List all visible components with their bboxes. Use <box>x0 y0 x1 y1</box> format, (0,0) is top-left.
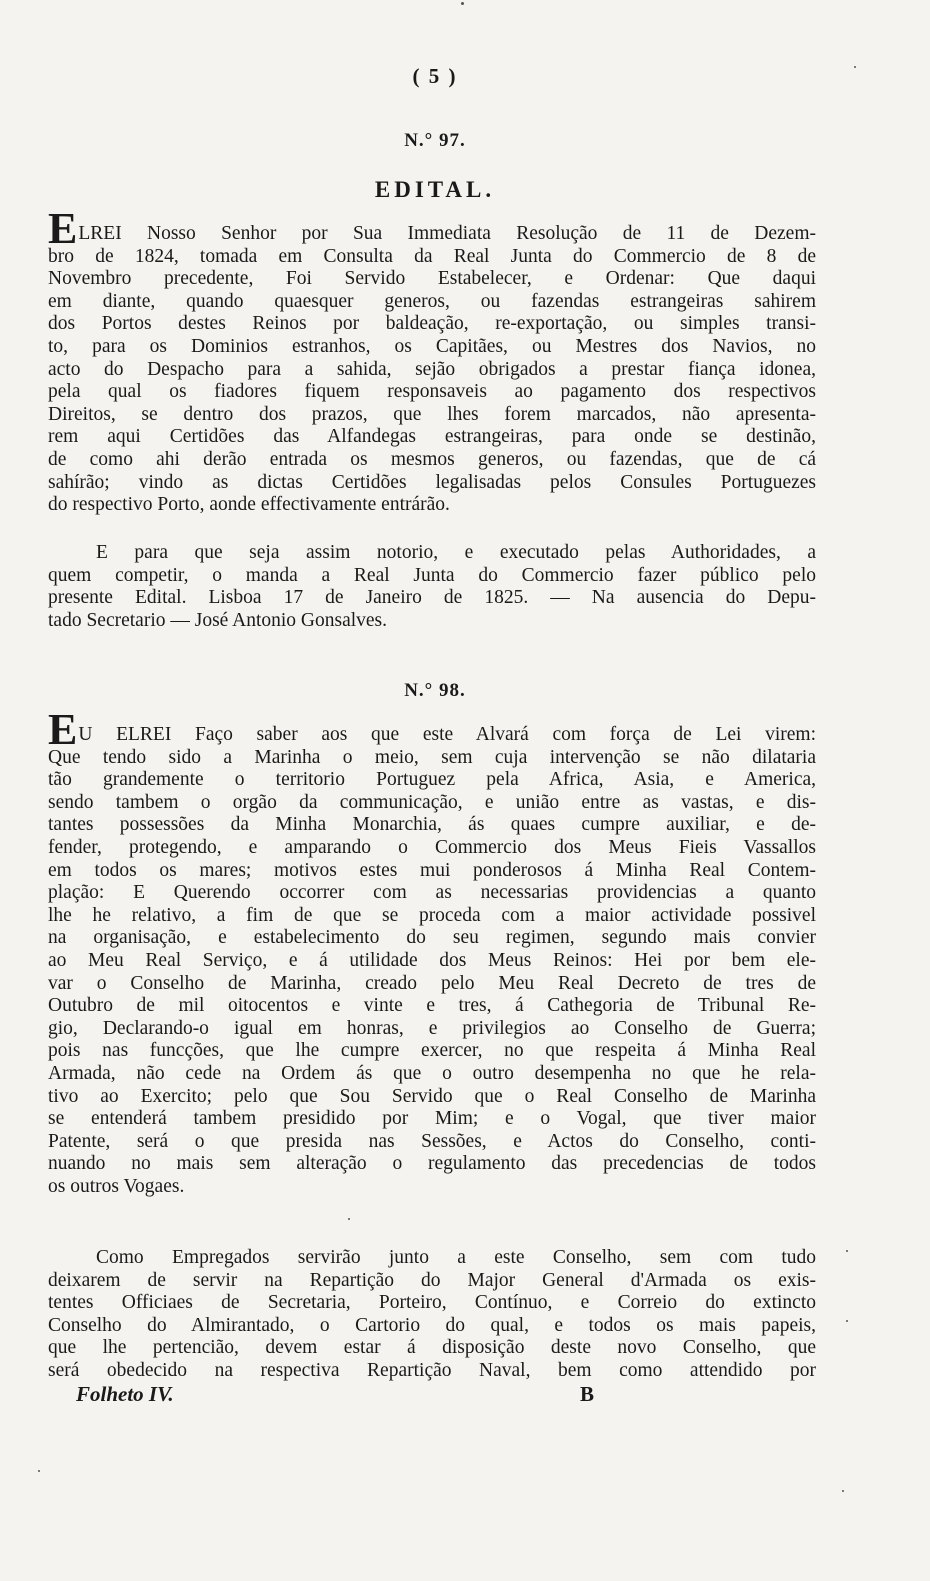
text-line: sendo tambem o orgão da communicação, e união entre as vastas, e dis- <box>48 791 816 813</box>
text-line: na organisação, e estabelecimento do seu regimen, segundo mais convier <box>48 927 816 949</box>
text-line: plação: E Querendo occorrer com as necessarias providencias a quanto <box>48 882 816 904</box>
scan-speck <box>842 1490 844 1492</box>
page-number: ( 5 ) <box>412 64 458 88</box>
text-line: se entenderá tambem presidido por Mim; e o Vogal, que tiver maior <box>48 1108 816 1130</box>
text-line: Armada, não cede na Ordem ás que o outro desempenha no que he rela- <box>48 1062 816 1084</box>
edital-number: N.° 97. <box>404 130 466 151</box>
text-line: tão grandemente o territorio Portuguez pela Africa, Asia, e America, <box>48 769 816 791</box>
text-line: Direitos, se dentro dos prazos, que lhes forem marcados, não apresenta- <box>48 403 816 425</box>
scan-speck <box>38 1470 40 1472</box>
text-line: quem competir, o manda a Real Junta do Commercio fazer público pelo <box>48 564 816 586</box>
scan-speck <box>461 2 464 5</box>
text-line: Outubro de mil oitocentos e vinte e tres, á Cathegoria de Tribunal Re- <box>48 995 816 1017</box>
page-footer <box>76 1382 776 1407</box>
edital-title: EDITAL. <box>374 177 496 202</box>
alvara-paragraph-1 <box>48 705 816 1198</box>
text-line: ao Meu Real Serviço, e á utilidade dos Meus Reinos: Hei por bem ele- <box>48 949 816 971</box>
text-line: tado Secretario — José Antonio Gonsalves. <box>48 609 388 631</box>
text-line: pela qual os fiadores fiquem responsaveis ao pagamento dos respectivos <box>48 381 816 403</box>
text-line: que lhe pertencião, devem estar á disposição deste novo Conselho, que <box>48 1337 816 1359</box>
text-line: sahírão; vindo as dictas Certidões legalisadas pelos Consules Portuguezes <box>48 471 816 493</box>
text-line: U ELREI Faço saber aos que este Alvará com força de Lei virem: <box>78 724 816 745</box>
text-line: to, para os Dominios estranhos, os Capitães, ou Mestres dos Navios, no <box>48 335 816 357</box>
drop-cap: E <box>48 705 78 754</box>
text-line: dos Portos destes Reinos por baldeação, re-exportação, ou simples transi- <box>48 313 816 335</box>
text-line: em diante, quando quaesquer generos, ou fazendas estrangeiras sahirem <box>48 290 816 312</box>
text-line: presente Edital. Lisboa 17 de Janeiro de 1825. — Na ausencia do Depu- <box>48 587 816 609</box>
text-line: LREI Nosso Senhor por Sua Immediata Resolução de 11 de Dezem- <box>78 223 816 244</box>
text-line: em todos os mares; motivos estes mui ponderosos á Minha Real Contem- <box>48 859 816 881</box>
signature-mark: B <box>580 1382 595 1406</box>
edital-paragraph-2 <box>48 542 816 632</box>
text-line: var o Conselho de Marinha, creado pelo Meu Real Decreto de tres de <box>48 972 816 994</box>
text-line: fender, protegendo, e amparando o Commercio dos Meus Fieis Vassallos <box>48 836 816 858</box>
text-line: lhe he relativo, a fim de que se proceda com a maior actividade possivel <box>48 904 816 926</box>
text-line: E para que seja assim notorio, e executado pelas Authoridades, a <box>96 542 816 563</box>
text-line: do respectivo Porto, aonde effectivamente entrárão. <box>48 494 450 516</box>
scan-speck <box>846 1320 848 1322</box>
text-line: gio, Declarando-o igual em honras, e privilegios ao Conselho de Guerra; <box>48 1017 816 1039</box>
text-line: de como ahi derão entrada os mesmos generos, ou fazendas, que de cá <box>48 448 816 470</box>
text-line: Conselho do Almirantado, o Cartorio do qual, e todos os mais papeis, <box>48 1314 816 1336</box>
text-line: Novembro precedente, Foi Servido Estabelecer, e Ordenar: Que daqui <box>48 268 816 290</box>
text-line: nuando no mais sem alteração o regulamento das precedencias de todos <box>48 1153 816 1175</box>
scan-speck <box>846 1250 848 1252</box>
text-line: tentes Officiaes de Secretaria, Porteiro, Contínuo, e Correio do extincto <box>48 1292 816 1314</box>
text-line: acto do Despacho para a sahida, sejão obrigados a prestar fiança idonea, <box>48 358 816 380</box>
text-line: Como Empregados servirão junto a este Conselho, sem com tudo <box>96 1247 816 1268</box>
alvara-paragraph-2 <box>48 1247 816 1383</box>
text-line: tivo ao Exercito; pelo que Sou Servido que o Real Conselho de Marinha <box>48 1085 816 1107</box>
text-line: Patente, será o que presida nas Sessões, e Actos do Conselho, conti- <box>48 1130 816 1152</box>
text-line: tantes possessões da Minha Monarchia, ás quaes cumpre auxiliar, e de- <box>48 814 816 836</box>
text-line: será obedecido na respectiva Repartição Naval, bem como attendido por <box>48 1359 816 1381</box>
alvara-number: N.° 98. <box>404 680 466 701</box>
scan-speck <box>348 1218 350 1220</box>
text-line: rem aqui Certidões das Alfandegas estrangeiras, para onde se destinão, <box>48 426 816 448</box>
drop-cap: E <box>48 204 78 253</box>
text-line: bro de 1824, tomada em Consulta da Real Junta do Commercio de 8 de <box>48 245 816 267</box>
text-line: os outros Vogaes. <box>48 1175 185 1197</box>
folheto-label: Folheto IV. <box>76 1382 174 1406</box>
text-line: deixarem de servir na Repartição do Major General d'Armada os exis- <box>48 1269 816 1291</box>
text-line: Que tendo sido a Marinha o meio, sem cuja intervenção se não dilataria <box>48 746 816 768</box>
edital-paragraph-1 <box>48 204 816 517</box>
text-line: pois nas funcções, que lhe cumpre exercer, no que respeita á Minha Real <box>48 1040 816 1062</box>
